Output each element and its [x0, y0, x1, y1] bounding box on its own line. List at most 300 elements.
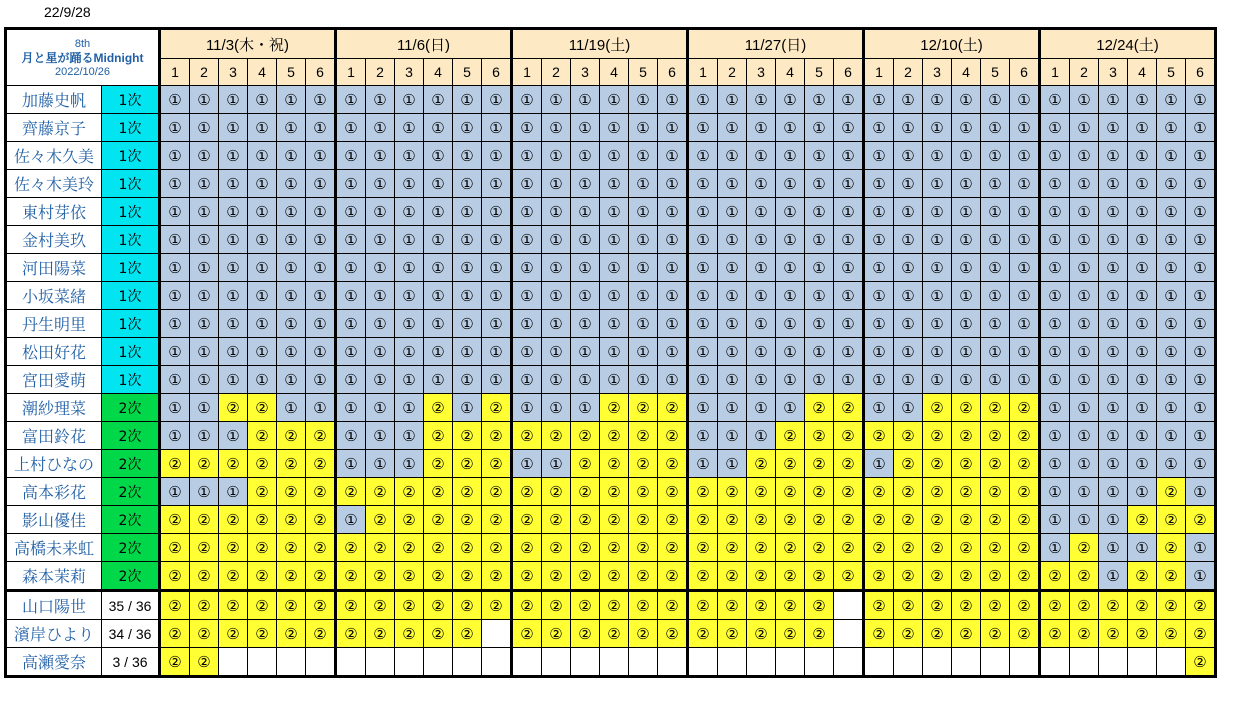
cast-cell: ①	[277, 198, 306, 226]
cast-tag: 1次	[102, 86, 160, 114]
cast-cell	[952, 648, 981, 677]
cast-cell: ①	[1099, 310, 1128, 338]
cast-cell: ①	[453, 142, 482, 170]
cast-cell: ①	[1128, 198, 1157, 226]
cast-cell: ②	[248, 620, 277, 648]
cast-cell: ②	[834, 450, 864, 478]
member-row	[6, 648, 1216, 677]
cast-cell: ①	[453, 282, 482, 310]
cast-cell: ②	[1128, 506, 1157, 534]
cast-cell: ①	[482, 338, 512, 366]
cast-cell: ②	[1186, 648, 1216, 677]
cast-cell: ①	[1099, 226, 1128, 254]
cast-cell: ①	[952, 254, 981, 282]
cast-cell: ①	[1099, 478, 1128, 506]
cast-cell: ①	[688, 142, 718, 170]
cast-cell: ②	[306, 534, 336, 562]
show-number: 1	[1040, 59, 1070, 86]
member-row	[6, 226, 1216, 254]
cast-cell: ①	[1099, 198, 1128, 226]
cast-cell: ①	[453, 338, 482, 366]
cast-cell: ②	[219, 620, 248, 648]
show-number: 1	[864, 59, 894, 86]
member-name: 濱岸ひより	[6, 620, 102, 648]
cast-cell: ①	[1186, 562, 1216, 591]
cast-cell: ①	[894, 310, 923, 338]
cast-cell	[894, 648, 923, 677]
member-name: 佐々木久美	[6, 142, 102, 170]
cast-cell: ②	[336, 620, 366, 648]
cast-cell: ①	[1186, 394, 1216, 422]
cast-cell: ①	[306, 226, 336, 254]
show-number: 3	[395, 59, 424, 86]
cast-cell: ①	[1099, 562, 1128, 591]
cast-cell: ①	[1070, 226, 1099, 254]
cast-cell: ①	[1099, 338, 1128, 366]
show-number: 5	[981, 59, 1010, 86]
cast-cell: ①	[1157, 394, 1186, 422]
cast-cell: ①	[718, 282, 747, 310]
cast-cell: ②	[658, 506, 688, 534]
cast-cell: ②	[718, 620, 747, 648]
cast-cell: ①	[1040, 506, 1070, 534]
cast-cell: ①	[923, 310, 952, 338]
cast-cell: ②	[894, 422, 923, 450]
cast-cell: ①	[453, 394, 482, 422]
show-number: 2	[542, 59, 571, 86]
cast-cell: ①	[1010, 114, 1040, 142]
cast-cell: ①	[306, 282, 336, 310]
cast-cell: ①	[395, 310, 424, 338]
cast-cell: ②	[1128, 620, 1157, 648]
cast-cell: ①	[1128, 226, 1157, 254]
cast-cell: ②	[923, 620, 952, 648]
cast-cell: ②	[658, 450, 688, 478]
cast-cell: ①	[482, 226, 512, 254]
cast-cell: ①	[1099, 366, 1128, 394]
cast-cell: ①	[248, 282, 277, 310]
cast-cell: ①	[336, 170, 366, 198]
cast-cell: ①	[1186, 450, 1216, 478]
cast-cell: ②	[981, 620, 1010, 648]
cast-cell: ①	[1070, 338, 1099, 366]
member-name: 小坂菜緒	[6, 282, 102, 310]
cast-cell: ①	[542, 198, 571, 226]
cast-cell: ②	[277, 450, 306, 478]
cast-cell: ①	[542, 394, 571, 422]
cast-cell: ①	[864, 198, 894, 226]
cast-cell	[482, 620, 512, 648]
cast-cell: ②	[190, 562, 219, 591]
cast-cell: ①	[688, 310, 718, 338]
show-number: 6	[834, 59, 864, 86]
cast-cell: ①	[336, 254, 366, 282]
cast-cell: ②	[190, 506, 219, 534]
cast-cell: ②	[542, 478, 571, 506]
cast-cell: ①	[190, 338, 219, 366]
cast-cell: ①	[1157, 282, 1186, 310]
cast-cell: ①	[688, 282, 718, 310]
cast-cell: ①	[834, 254, 864, 282]
cast-cell: ①	[834, 198, 864, 226]
cast-cell: ①	[1040, 86, 1070, 114]
cast-cell: ①	[718, 170, 747, 198]
cast-cell: ②	[718, 591, 747, 620]
cast-cell: ①	[571, 310, 600, 338]
cast-cell: ②	[600, 422, 629, 450]
cast-cell: ①	[190, 170, 219, 198]
cast-cell: ①	[688, 170, 718, 198]
cast-cell: ②	[571, 534, 600, 562]
cast-cell: ②	[1157, 591, 1186, 620]
cast-cell: ②	[571, 450, 600, 478]
cast-cell: ①	[747, 86, 776, 114]
cast-cell: ①	[600, 282, 629, 310]
cast-cell	[864, 648, 894, 677]
cast-cell: ①	[482, 254, 512, 282]
cast-cell	[776, 648, 805, 677]
cast-tag: 2次	[102, 562, 160, 591]
cast-cell: ①	[658, 198, 688, 226]
cast-cell: ①	[658, 366, 688, 394]
cast-cell: ①	[395, 450, 424, 478]
cast-cell: ①	[923, 254, 952, 282]
cast-cell: ①	[952, 198, 981, 226]
cast-cell: ①	[1186, 478, 1216, 506]
cast-cell: ①	[336, 114, 366, 142]
cast-cell: ②	[629, 422, 658, 450]
cast-cell	[834, 591, 864, 620]
cast-cell: ②	[952, 591, 981, 620]
cast-cell: ①	[1040, 170, 1070, 198]
cast-cell: ①	[336, 226, 366, 254]
cast-cell: ②	[805, 478, 834, 506]
cast-cell: ①	[219, 366, 248, 394]
cast-cell: ②	[658, 422, 688, 450]
cast-cell: ①	[600, 142, 629, 170]
cast-cell: ①	[571, 86, 600, 114]
cast-cell: ②	[629, 591, 658, 620]
cast-cell: ①	[747, 282, 776, 310]
cast-cell: ①	[1040, 534, 1070, 562]
cast-cell: ②	[1186, 506, 1216, 534]
cast-cell: ②	[1040, 562, 1070, 591]
cast-cell: ②	[864, 506, 894, 534]
cast-cell: ①	[1010, 170, 1040, 198]
cast-cell: ①	[1128, 170, 1157, 198]
cast-tag: 1次	[102, 254, 160, 282]
show-number: 4	[424, 59, 453, 86]
cast-cell: ①	[805, 282, 834, 310]
show-number: 4	[248, 59, 277, 86]
cast-cell	[718, 648, 747, 677]
cast-cell: ①	[747, 114, 776, 142]
cast-cell: ②	[160, 648, 190, 677]
cast-cell: ②	[277, 591, 306, 620]
cast-cell: ②	[834, 478, 864, 506]
appearance-count: 3 / 36	[102, 648, 160, 677]
cast-cell: ①	[306, 254, 336, 282]
cast-cell	[512, 648, 542, 677]
cast-cell: ①	[512, 86, 542, 114]
cast-cell: ①	[629, 114, 658, 142]
cast-cell: ②	[1010, 534, 1040, 562]
cast-cell: ②	[864, 478, 894, 506]
cast-cell: ①	[834, 142, 864, 170]
cast-cell: ①	[864, 450, 894, 478]
cast-cell: ①	[277, 282, 306, 310]
cast-cell: ②	[981, 478, 1010, 506]
member-row	[6, 478, 1216, 506]
cast-cell: ①	[747, 170, 776, 198]
cast-cell: ②	[248, 562, 277, 591]
cast-cell: ①	[1186, 534, 1216, 562]
cast-cell: ①	[718, 198, 747, 226]
cast-cell: ②	[1157, 534, 1186, 562]
cast-cell: ②	[747, 620, 776, 648]
cast-cell: ①	[1128, 142, 1157, 170]
cast-cell: ①	[1157, 310, 1186, 338]
show-number: 1	[688, 59, 718, 86]
cast-cell: ②	[747, 591, 776, 620]
cast-cell: ②	[1186, 591, 1216, 620]
cast-cell: ①	[1157, 422, 1186, 450]
member-name: 齊藤京子	[6, 114, 102, 142]
cast-cell: ①	[1186, 86, 1216, 114]
cast-cell: ②	[923, 478, 952, 506]
show-number: 6	[658, 59, 688, 86]
cast-cell: ②	[336, 591, 366, 620]
cast-cell: ②	[1010, 478, 1040, 506]
cast-cell: ①	[1040, 198, 1070, 226]
cast-cell: ②	[160, 450, 190, 478]
cast-cell: ①	[248, 142, 277, 170]
cast-cell: ①	[482, 198, 512, 226]
cast-cell: ②	[395, 591, 424, 620]
date-header: 11/6(日)	[336, 29, 512, 59]
cast-cell: ①	[306, 198, 336, 226]
cast-cell: ②	[981, 591, 1010, 620]
cast-cell: ②	[952, 506, 981, 534]
cast-cell: ②	[952, 422, 981, 450]
cast-cell: ②	[834, 562, 864, 591]
cast-cell: ②	[160, 562, 190, 591]
cast-cell: ①	[395, 366, 424, 394]
cast-cell: ①	[1157, 114, 1186, 142]
member-row	[6, 338, 1216, 366]
cast-cell: ①	[952, 170, 981, 198]
cast-cell: ②	[747, 506, 776, 534]
cast-cell: ①	[395, 226, 424, 254]
appearance-count: 34 / 36	[102, 620, 160, 648]
cast-cell: ②	[219, 394, 248, 422]
cast-cell	[277, 648, 306, 677]
cast-cell: ①	[366, 254, 395, 282]
cast-cell: ①	[277, 394, 306, 422]
cast-cell: ①	[571, 366, 600, 394]
cast-cell: ①	[718, 310, 747, 338]
member-name: 河田陽菜	[6, 254, 102, 282]
cast-cell: ②	[424, 394, 453, 422]
cast-cell: ②	[952, 394, 981, 422]
cast-cell: ②	[395, 562, 424, 591]
cast-cell: ①	[542, 170, 571, 198]
cast-cell: ①	[1186, 310, 1216, 338]
cast-cell	[248, 648, 277, 677]
cast-cell: ①	[571, 282, 600, 310]
cast-cell: ①	[219, 254, 248, 282]
cast-cell: ②	[512, 562, 542, 591]
cast-cell: ①	[160, 282, 190, 310]
cast-cell: ②	[1070, 620, 1099, 648]
cast-cell: ①	[894, 394, 923, 422]
cast-cell: ②	[277, 534, 306, 562]
cast-cell: ②	[512, 534, 542, 562]
cast-cell: ①	[834, 366, 864, 394]
cast-cell: ①	[160, 366, 190, 394]
cast-cell: ①	[981, 282, 1010, 310]
cast-cell: ②	[981, 534, 1010, 562]
date-header-row	[6, 29, 1216, 59]
cast-cell: ①	[1157, 254, 1186, 282]
cast-cell: ①	[1099, 170, 1128, 198]
cast-cell: ②	[747, 562, 776, 591]
cast-cell: ①	[482, 170, 512, 198]
cast-cell: ①	[864, 114, 894, 142]
cast-cell: ①	[306, 394, 336, 422]
cast-cell	[834, 620, 864, 648]
cast-cell: ①	[658, 114, 688, 142]
cast-cell: ①	[718, 338, 747, 366]
cast-cell: ②	[219, 562, 248, 591]
cast-tag: 2次	[102, 478, 160, 506]
cast-cell: ①	[366, 366, 395, 394]
cast-cell: ②	[482, 478, 512, 506]
cast-cell: ①	[688, 226, 718, 254]
cast-cell: ①	[395, 338, 424, 366]
cast-cell: ①	[160, 394, 190, 422]
cast-cell: ①	[1040, 394, 1070, 422]
cast-cell: ②	[718, 534, 747, 562]
cast-cell: ①	[453, 310, 482, 338]
cast-cell: ①	[747, 198, 776, 226]
cast-cell: ①	[864, 142, 894, 170]
cast-cell: ①	[424, 114, 453, 142]
cast-cell: ②	[248, 422, 277, 450]
cast-cell: ①	[894, 86, 923, 114]
cast-cell: ①	[190, 142, 219, 170]
cast-cell: ②	[1040, 620, 1070, 648]
cast-cell: ①	[1186, 142, 1216, 170]
cast-cell: ①	[923, 338, 952, 366]
cast-cell: ①	[1186, 226, 1216, 254]
cast-cell: ①	[718, 226, 747, 254]
cast-cell: ①	[688, 86, 718, 114]
cast-cell: ①	[190, 86, 219, 114]
cast-cell: ①	[658, 282, 688, 310]
member-row	[6, 282, 1216, 310]
cast-cell: ①	[658, 226, 688, 254]
cast-cell: ②	[219, 591, 248, 620]
cast-cell: ①	[1070, 478, 1099, 506]
cast-cell: ①	[1099, 450, 1128, 478]
cast-cell: ①	[1186, 282, 1216, 310]
cast-cell: ②	[190, 620, 219, 648]
cast-cell: ①	[718, 422, 747, 450]
cast-cell: ①	[981, 170, 1010, 198]
cast-cell: ②	[776, 562, 805, 591]
cast-cell: ①	[864, 310, 894, 338]
cast-cell: ①	[1128, 114, 1157, 142]
cast-cell: ①	[336, 142, 366, 170]
cast-cell: ②	[1157, 478, 1186, 506]
member-name: 宮田愛萌	[6, 366, 102, 394]
cast-cell: ①	[190, 366, 219, 394]
cast-cell: ①	[1099, 534, 1128, 562]
cast-cell: ①	[190, 226, 219, 254]
cast-cell: ②	[894, 506, 923, 534]
cast-cell: ②	[571, 422, 600, 450]
show-number: 5	[1157, 59, 1186, 86]
cast-cell: ②	[629, 562, 658, 591]
cast-cell: ①	[366, 450, 395, 478]
cast-cell: ①	[805, 86, 834, 114]
cast-cell: ②	[894, 562, 923, 591]
cast-cell: ①	[1040, 422, 1070, 450]
cast-cell: ①	[952, 366, 981, 394]
cast-cell	[306, 648, 336, 677]
cast-cell: ②	[482, 394, 512, 422]
member-name: 上村ひなの	[6, 450, 102, 478]
cast-cell	[453, 648, 482, 677]
cast-cell: ①	[1070, 422, 1099, 450]
cast-cell: ①	[336, 394, 366, 422]
cast-cell: ②	[453, 620, 482, 648]
cast-cell: ①	[336, 86, 366, 114]
cast-cell: ①	[1099, 394, 1128, 422]
show-number: 2	[718, 59, 747, 86]
cast-cell: ①	[248, 338, 277, 366]
cast-cell: ①	[600, 198, 629, 226]
cast-cell: ①	[277, 170, 306, 198]
cast-tag: 1次	[102, 142, 160, 170]
cast-cell: ②	[894, 450, 923, 478]
cast-cell	[805, 648, 834, 677]
cast-cell: ①	[1186, 170, 1216, 198]
cast-cell: ①	[453, 86, 482, 114]
cast-cell: ①	[219, 422, 248, 450]
cast-cell: ①	[923, 226, 952, 254]
cast-tag: 2次	[102, 506, 160, 534]
cast-cell: ②	[190, 450, 219, 478]
cast-cell: ①	[894, 254, 923, 282]
cast-cell: ②	[571, 591, 600, 620]
cast-cell: ①	[453, 226, 482, 254]
cast-cell: ①	[366, 114, 395, 142]
member-name: 富田鈴花	[6, 422, 102, 450]
cast-cell: ①	[1010, 198, 1040, 226]
cast-cell: ②	[512, 422, 542, 450]
cast-cell: ①	[981, 226, 1010, 254]
cast-cell: ①	[395, 282, 424, 310]
member-row	[6, 620, 1216, 648]
cast-cell: ①	[482, 282, 512, 310]
cast-cell: ②	[542, 562, 571, 591]
date-header: 11/3(木・祝)	[160, 29, 336, 59]
cast-cell: ①	[219, 282, 248, 310]
cast-cell: ②	[542, 591, 571, 620]
cast-cell: ①	[1128, 282, 1157, 310]
